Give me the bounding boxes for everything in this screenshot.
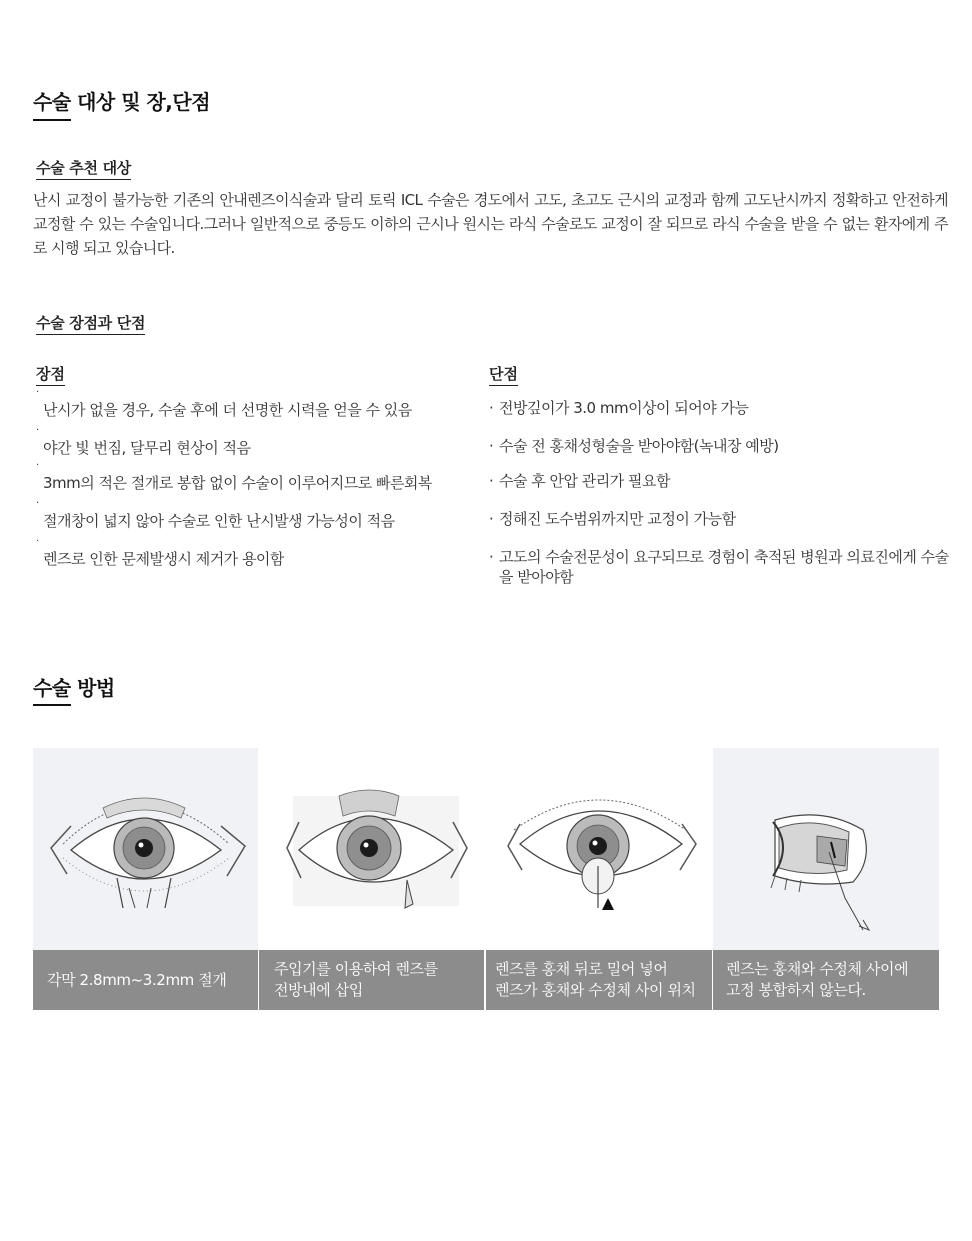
eye-cross-section-icon xyxy=(713,748,939,950)
cons-heading: 단점 xyxy=(489,363,518,386)
step-4-caption xyxy=(713,950,939,1010)
cons-item: · 전방깊이가 3.0 mm이상이 되어야 가능 xyxy=(489,399,749,417)
pros-item: · 렌즈로 인한 문제발생시 제거가 용이함 xyxy=(36,536,284,568)
section-title-candidates: 수술 대상 및 장,단점 xyxy=(33,90,211,114)
procedure-step-4 xyxy=(713,748,939,1010)
step-caption-text: 렌즈는 홍채와 수정체 사이에 고정 봉합하지 않는다. xyxy=(726,960,909,999)
pros-item: · 절개창이 넓지 않아 수술로 인한 난시발생 가능성이 적음 xyxy=(36,498,395,530)
procedure-step-2 xyxy=(259,748,484,1010)
procedure-step-1 xyxy=(33,748,258,1010)
title-underline xyxy=(33,704,71,706)
step-3-caption xyxy=(486,950,712,1010)
procedure-steps xyxy=(33,748,939,1010)
step-caption-text: 렌즈를 홍채 뒤로 밀어 넣어 렌즈가 홍채와 수정체 사이 위치 xyxy=(495,960,696,999)
subsection-title-target: 수술 추천 대상 xyxy=(36,157,131,180)
cons-item: · 고도의 수술전문성이 요구되므로 경험이 축적된 병원과 의료진에게 수술을 받아야함 xyxy=(489,548,949,586)
step-1-caption xyxy=(33,950,258,1010)
eye-incision-icon xyxy=(33,748,258,950)
step-2-illustration xyxy=(259,748,484,950)
pros-heading: 장점 xyxy=(36,363,65,386)
title-underline xyxy=(33,119,71,121)
target-description: 난시 교정이 불가능한 기존의 안내렌즈이식술과 달리 토릭 ICL 수술은 경도에서 고도, 초고도 근시의 교정과 함께 고도난시까지 정확하고 안전하게 교정할 수 있는 수술입니다.그러나 일반적으로 중등도 이하의 근시나 원시는 라식 수술로도 교정이 잘 되므로 라식 수술을 받을 수 없는 환자에게 주로 시행 되고 있습니다. xyxy=(33,191,948,257)
section-title-method: 수술 방법 xyxy=(33,676,115,700)
step-1-illustration xyxy=(33,748,258,950)
pros-item: · 3mm의 적은 절개로 봉합 없이 수술이 이루어지므로 빠른회복 xyxy=(36,460,432,492)
cons-item: · 수술 전 홍채성형술을 받아야함(녹내장 예방) xyxy=(489,437,779,455)
step-4-illustration xyxy=(713,748,939,950)
cons-item: · 수술 후 안압 관리가 필요함 xyxy=(489,472,670,490)
cons-item: · 정해진 도수범위까지만 교정이 가능함 xyxy=(489,510,736,528)
subsection-title-pros-cons: 수술 장점과 단점 xyxy=(36,312,145,335)
step-3-illustration xyxy=(486,748,712,950)
pros-item: · 난시가 없을 경우, 수술 후에 더 선명한 시력을 얻을 수 있음 xyxy=(36,387,412,419)
lens-placement-icon xyxy=(486,748,712,950)
pros-item: · 야간 빛 번짐, 달무리 현상이 적음 xyxy=(36,425,251,457)
step-2-caption xyxy=(259,950,484,1010)
procedure-step-3 xyxy=(486,748,712,1010)
step-caption-text: 주입기를 이용하여 렌즈를 전방내에 삽입 xyxy=(274,960,438,999)
step-caption-text: 각막 2.8mm~3.2mm 절개 xyxy=(47,970,227,989)
lens-injector-icon xyxy=(259,748,484,950)
